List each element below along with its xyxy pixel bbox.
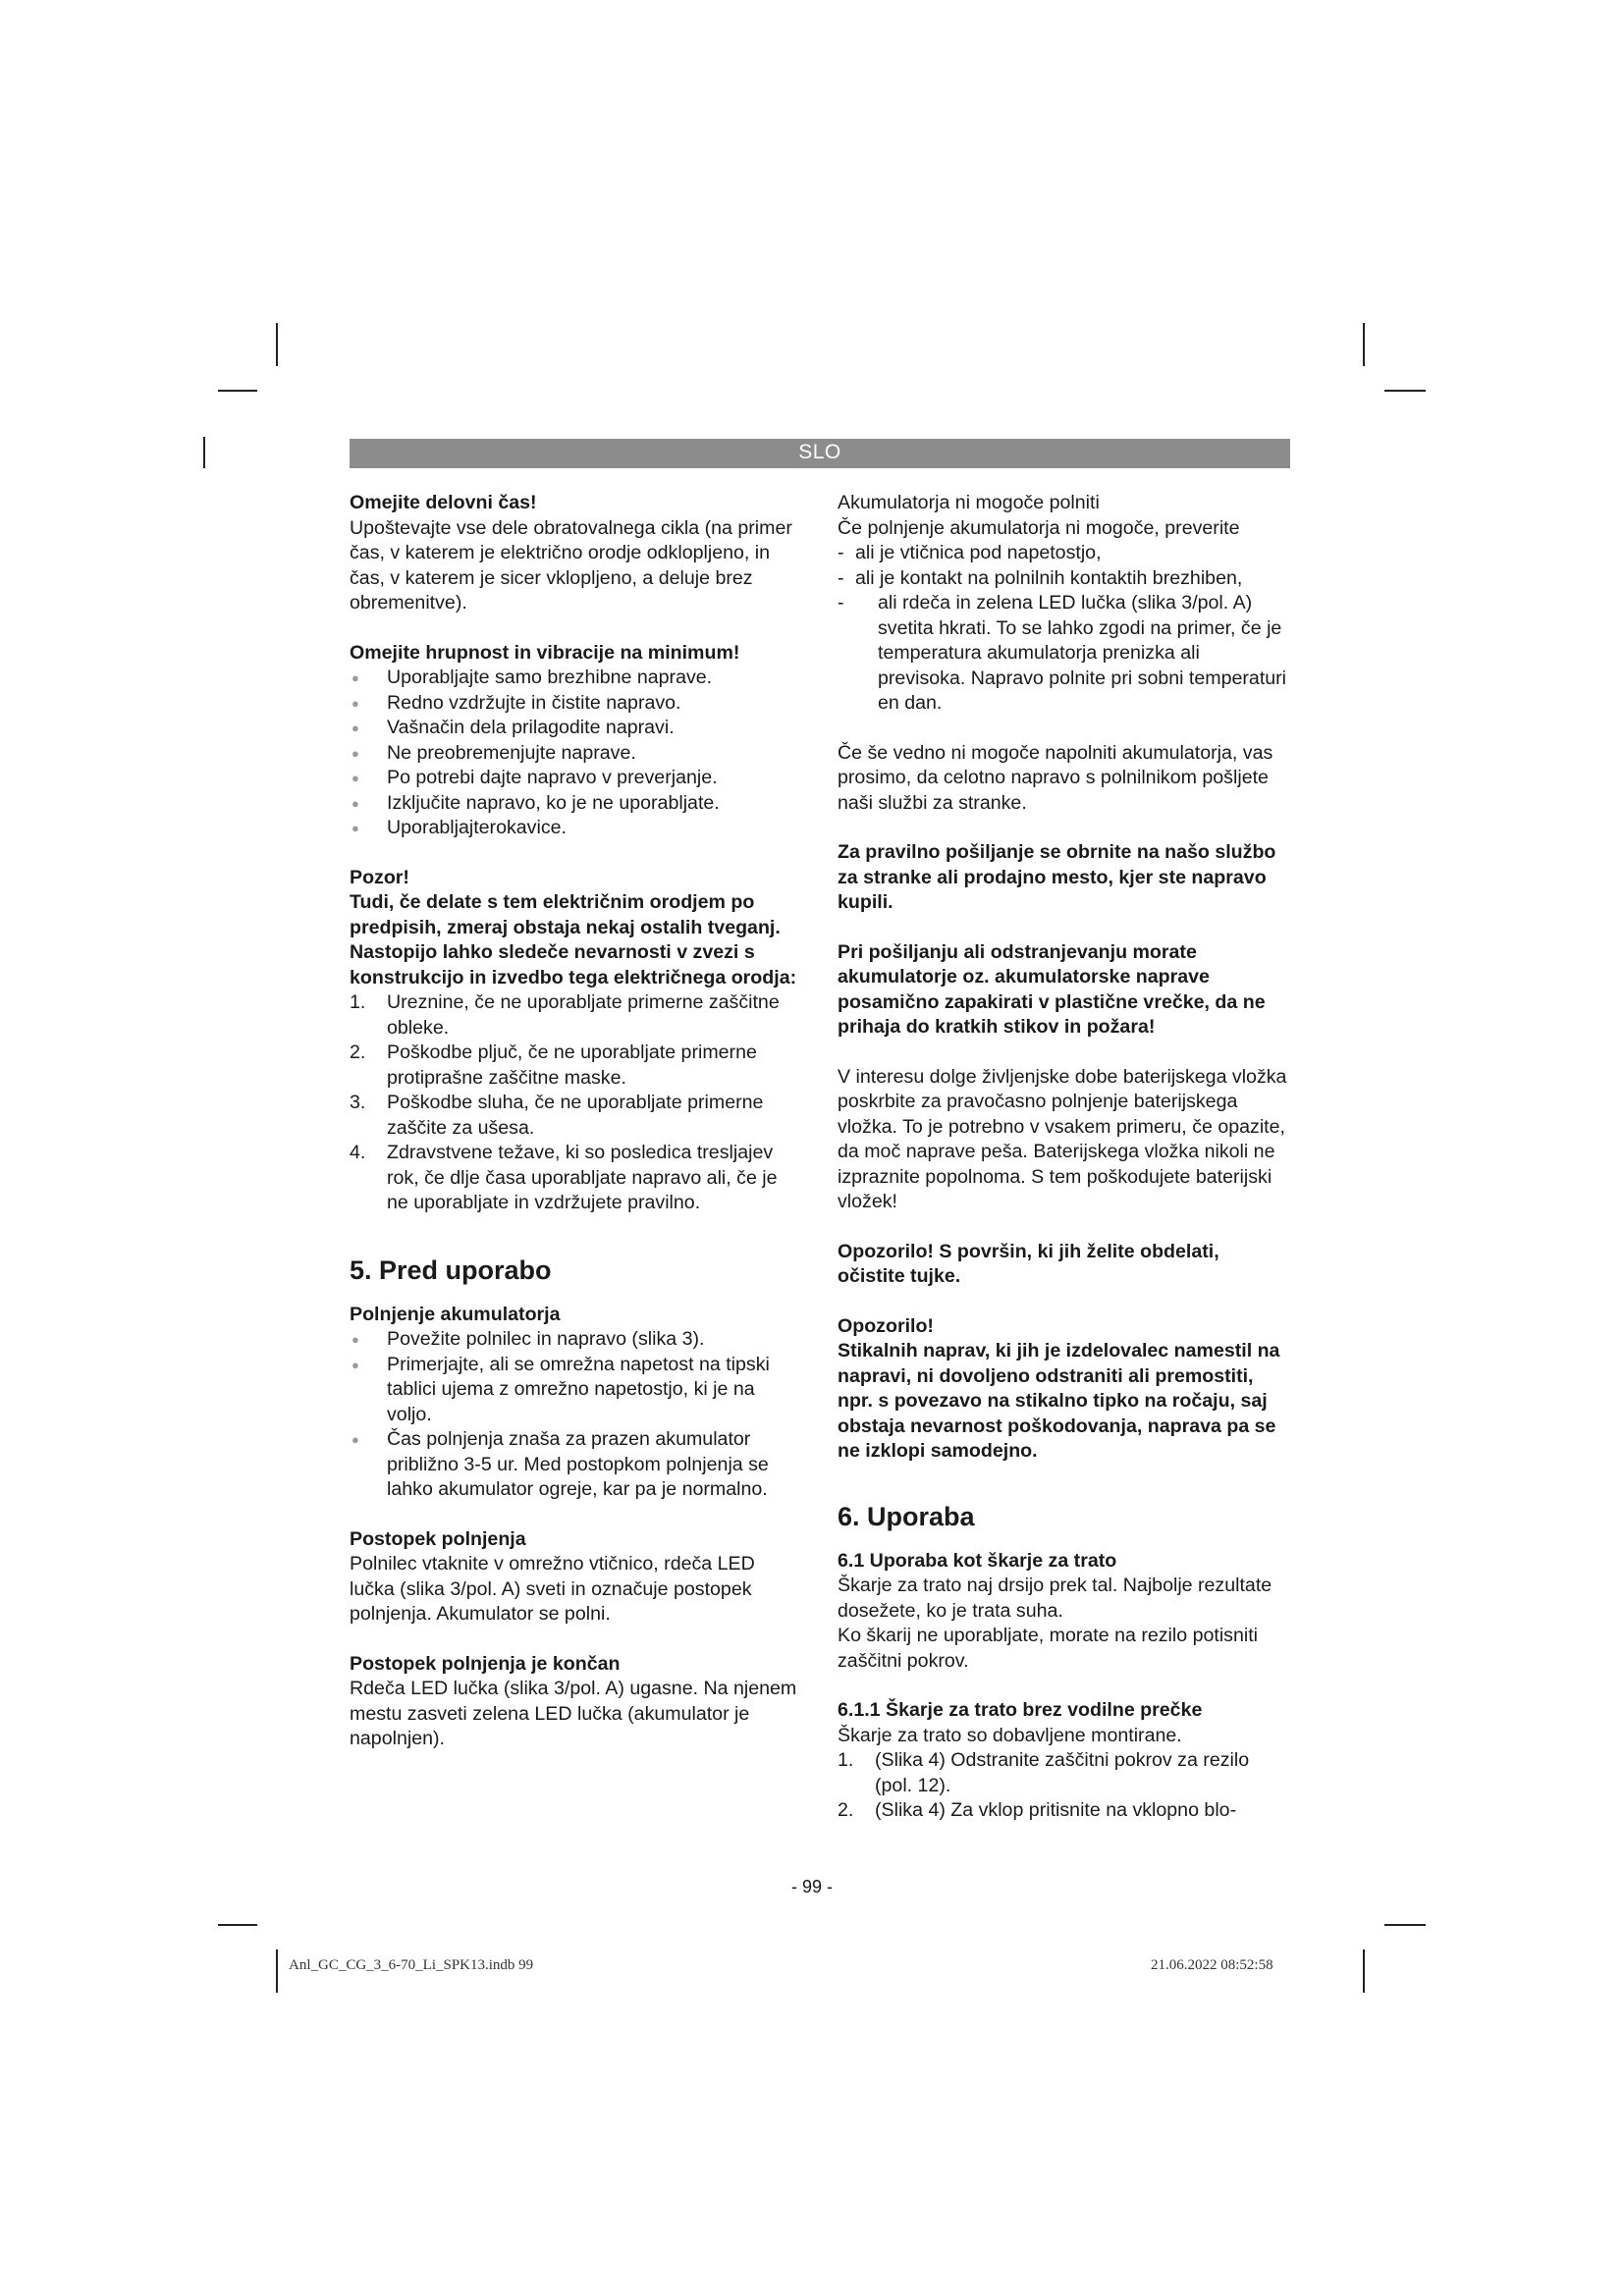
crop-mark [218, 390, 257, 392]
crop-mark [276, 323, 278, 366]
paragraph: Če polnjenje akumulatorja ni mogoče, preverite [838, 516, 1240, 539]
section-title: Polnjenje akumulatorja [350, 1303, 561, 1325]
list-item: ● Čas polnjenja znaša za prazen akumulator približno 3-5 ur. Med postopkom polnjenja se lahko akumulator ogreje, kar pa je normalno. [350, 1427, 803, 1503]
list-item: - ali je vtičnica pod napetostjo, [838, 542, 1102, 563]
paragraph: Upoštevajte vse dele obratovalnega cikla (na primer čas, v katerem je električno orodje odklopljeno, in čas, v katerem je sicer vklopljeno, a deluje brez obremenitve). [350, 516, 792, 614]
crop-mark [1384, 1924, 1426, 1926]
language-header-bar [350, 439, 1290, 468]
paragraph: Če še vedno ni mogoče napolniti akumulatorja, vas prosimo, da celotno napravo s polnilnikom pošljete naši službi za stranke. [838, 741, 1273, 814]
left-column [350, 491, 803, 1752]
crop-mark [1363, 1949, 1365, 1993]
list-item: ● Izključite napravo, ko je ne uporabljate. [350, 791, 803, 817]
section-title: Omejite hrupnost in vibracije na minimum! [350, 641, 740, 664]
chapter-heading: 5. Pred uporabo [350, 1255, 552, 1285]
warning-paragraph: Stikalnih naprav, ki jih je izdelovalec namestil na napravi, ni dovoljeno odstraniti ali premostiti, npr. s povezavo na stikalno tipko na ročaju, saj obstaja nevarnost poškodovanja, naprava pa se ne izklopi samodejno. [838, 1340, 1280, 1462]
list-item: ● Uporabljajterokavice. [350, 816, 803, 841]
list-item: ● Primerjajte, ali se omrežna napetost na tipski tablici ujema z omrežno napetostjo, ki je na voljo. [350, 1353, 803, 1428]
list-item: ● Uporabljajte samo brezhibne naprave. [350, 666, 803, 691]
section-title: Pozor! [350, 866, 409, 888]
paragraph: Rdeča LED lučka (slika 3/pol. A) ugasne. Na njenem mestu zasveti zelena LED lučka (akumulator je napolnjen). [350, 1678, 797, 1749]
risk-list [350, 990, 803, 1216]
section-title: 6.1 Uporaba kot škarje za trato [838, 1549, 1117, 1572]
section-title: Postopek polnjenja [350, 1527, 526, 1550]
list-item: ● Povežite polnilec in napravo (slika 3). [350, 1327, 803, 1353]
crop-mark [1384, 390, 1426, 392]
chapter-heading: 6. Uporaba [838, 1501, 975, 1531]
charging-list [350, 1327, 803, 1503]
list-item: ● Redno vzdržujte in čistite napravo. [350, 691, 803, 717]
paragraph: V interesu dolge življenjske dobe baterijskega vložka poskrbite za pravočasno polnjenje baterijskega vložka. To je potrebno v vsakem primeru, če opazite, da moč naprave peša. Baterijskega vložka nikoli ne izpraznite popolnoma. S tem poškodujete baterijski vložek! [838, 1065, 1287, 1212]
crop-mark [1363, 323, 1365, 366]
footer-file: Anl_GC_CG_3_6-70_Li_SPK13.indb 99 [289, 1957, 534, 1973]
bold-paragraph: Pri pošiljanju ali odstranjevanju morate akumulatorje oz. akumulatorske naprave posamično zapakirati v plastične vrečke, da ne prihaja do kratkih stikov in požara! [838, 940, 1266, 1038]
right-column [838, 491, 1291, 1824]
section-title: 6.1.1 Škarje za trato brez vodilne prečke [838, 1699, 1203, 1721]
list-item: - ali je kontakt na polnilnih kontaktih brezhiben, [838, 566, 1243, 589]
crop-mark [203, 437, 205, 468]
footer-date: 21.06.2022 08:52:58 [1151, 1957, 1273, 1973]
list-item: 2. (Slika 4) Za vklop pritisnite na vklopno blo- [838, 1799, 1237, 1821]
paragraph: Škarje za trato naj drsijo prek tal. Najbolje rezultate dosežete, ko je trata suha. [838, 1575, 1272, 1622]
section-title: Omejite delovni čas! [350, 492, 537, 513]
paragraph: Polnilec vtaknite v omrežno vtičnico, rdeča LED lučka (slika 3/pol. A) sveti in označuje postopek polnjenja. Akumulator se polni. [350, 1553, 755, 1625]
paragraph: Škarje za trato so dobavljene montirane. [838, 1724, 1182, 1746]
list-item: 4. Zdravstvene težave, ki so posledica tresljajev rok, če dlje časa uporabljate napravo ali, če je ne uporabljate in vzdržujete pravilno. [350, 1142, 778, 1213]
crop-mark [276, 1949, 278, 1993]
warning-paragraph: Tudi, če delate s tem električnim orodjem po predpisih, zmeraj obstaja nekaj ostalih tveganj. Nastopijo lahko sledeče nevarnosti v zvezi s konstrukcijo in izvedbo tega električnega orodja: [350, 891, 797, 988]
warning-paragraph: Opozorilo! S površin, ki jih želite obdelati, očistite tujke. [838, 1240, 1219, 1287]
page-number: - 99 - [790, 1877, 833, 1896]
bold-paragraph: Za pravilno pošiljanje se obrnite na našo službo za stranke ali prodajno mesto, kjer ste napravo kupili. [838, 841, 1276, 913]
list-item: 2. Poškodbe pljuč, če ne uporabljate primerne protiprašne zaščitne maske. [350, 1041, 757, 1089]
list-item: ● Vašnačin dela prilagodite napravi. [350, 716, 803, 741]
list-item: 1. (Slika 4) Odstranite zaščitni pokrov za rezilo (pol. 12). [838, 1749, 1250, 1796]
list-item: 1. Ureznine, če ne uporabljate primerne zaščitne obleke. [350, 991, 780, 1039]
noise-list [350, 666, 803, 841]
language-label: SLO [798, 441, 841, 463]
list-item: 3. Poškodbe sluha, če ne uporabljate primerne zaščite za ušesa. [350, 1092, 764, 1139]
check-list [838, 541, 1291, 717]
step-list [838, 1748, 1291, 1824]
crop-mark [218, 1924, 257, 1926]
list-item: ● Po potrebi dajte napravo v preverjanje. [350, 766, 803, 791]
paragraph: Ko škarij ne uporabljate, morate na rezilo potisniti zaščitni pokrov. [838, 1625, 1259, 1672]
list-item: ● Ne preobremenjujte naprave. [350, 741, 803, 767]
list-item: - ali rdeča in zelena LED lučka (slika 3/pol. A) svetita hkrati. To se lahko zgodi na primer, če je temperatura akumulatorja prenizka ali previsoka. Napravo polnite pri sobni temperaturi en dan. [838, 592, 1287, 714]
section-title: Akumulatorja ni mogoče polniti [838, 492, 1100, 513]
section-title: Postopek polnjenja je končan [350, 1652, 621, 1675]
section-title: Opozorilo! [838, 1314, 934, 1337]
